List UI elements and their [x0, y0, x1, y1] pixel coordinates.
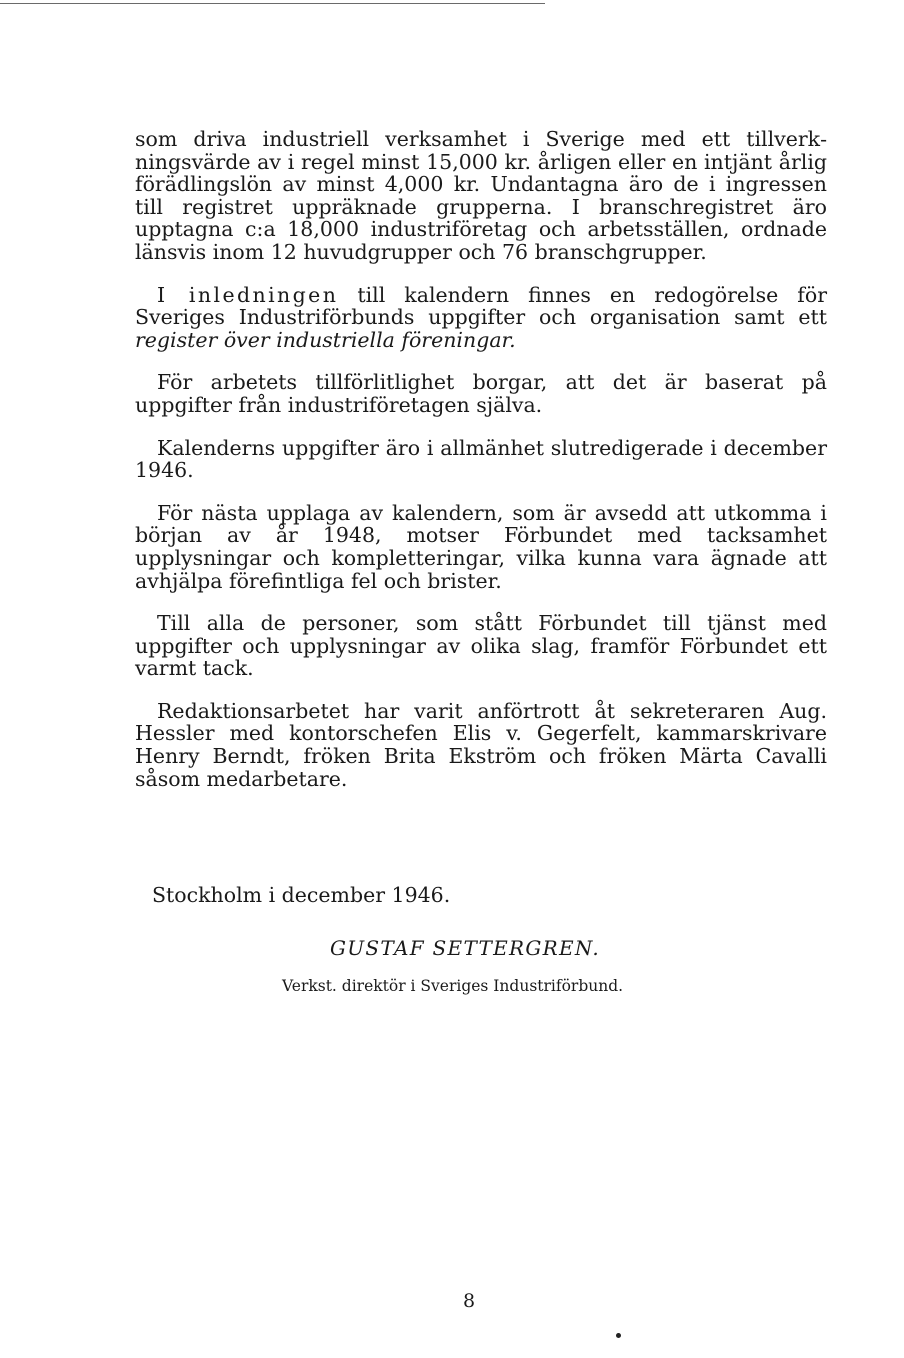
paragraph-next-edition: För nästa upplaga av kalendern, som är avsedd att utkomma i början av år 1948, motser Förbundet med tacksamhet upplysningar och kompletteringar, vilka kunna vara ägnade att avhjälpa förefintliga fel och brister.: [135, 500, 827, 593]
signature-name: GUSTAF SETTERGREN.: [330, 936, 601, 960]
paragraph-editorial-staff: Redaktionsarbetet har varit anförtrott åt sekreteraren Aug. Hessler med kontorschefen Elis v. Gegerfelt, kammarskrivare Henry Berndt, fröken Brita Ekström och fröken Märta Cavalli såsom medarbetare.: [135, 698, 827, 791]
introduction-emphasis: I inledningen: [157, 282, 339, 307]
introduction-italic: register över industriella föreningar.: [135, 327, 516, 352]
paragraph-thanks: Till alla de personer, som stått Förbundet till tjänst med uppgifter och upplysningar av olika slag, framför Förbundet ett varmt tack.: [135, 611, 827, 681]
paragraph-editing-date: Kalenderns uppgifter äro i allmänhet slutredigerade i december 1946.: [135, 435, 827, 483]
paragraph-registry-scope: som driva industriell verksamhet i Sverige med ett tillverkningsvärde av i regel minst 15,000 kr. årligen eller en intjänt årlig förädlingslön av minst 4,000 kr. Undantagna äro de i ingressen till registret uppräknade grupperna. I branschregistret äro upptagna c:a 18,000 industriföretag och arbetsställen, ordnade länsvis inom 12 huvudgrupper och 76 branschgrupper.: [135, 127, 827, 264]
introduction-text: till kalendern finnes en redogörelse för Sveriges Industriförbunds uppgifter och organisation samt ett: [135, 282, 828, 330]
page-number: 8: [463, 1290, 476, 1312]
top-edge-rule: [0, 3, 545, 4]
paragraph-introduction: [135, 284, 827, 352]
signature-title: Verkst. direktör i Sveriges Industriförbund.: [282, 977, 624, 995]
dateline: Stockholm i december 1946.: [152, 883, 451, 907]
body-text: [135, 128, 827, 810]
paragraph-reliability: För arbetets tillförlitlighet borgar, att det är baserat på uppgifter från industriföretagen själva.: [135, 370, 827, 417]
ink-speck: [616, 1333, 621, 1338]
